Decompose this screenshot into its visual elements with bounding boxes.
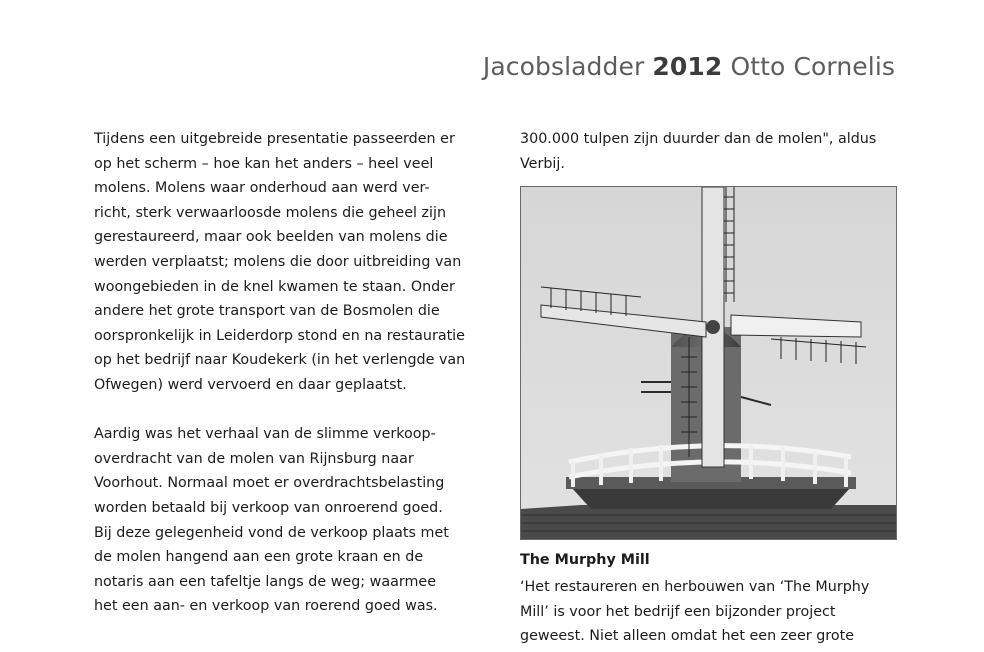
caption-title: The Murphy Mill [520,552,650,568]
text-line: Ofwegen) werd vervoerd en daar geplaatst. [94,376,407,393]
text-line: ‘Het restaureren en herbouwen van ‘The Murphy [520,579,870,595]
text-line: Bij deze gelegenheid vond de verkoop plaats met [94,524,449,541]
text-line: op het bedrijf naar Koudekerk (in het verlengde van [94,352,466,369]
text-line: molens. Molens waar onderhoud aan werd ver- [94,180,430,197]
gallery-base [571,487,851,509]
paragraph-gap [94,398,494,423]
caption-body [520,575,869,649]
windmill-photo [520,186,897,540]
text-line: werden verplaatst; molens die door uitbreiding van [94,253,462,270]
header-year: 2012 [652,52,723,81]
text-line: 300.000 tulpen zijn duurder dan de molen", aldus [520,131,877,147]
left-column [94,127,494,619]
text-line: Tijdens een uitgebreide presentatie passeerden er [94,131,455,147]
right-column-top [520,127,900,176]
header-title: Jacobsladder [482,52,645,81]
text-line: Aardig was het verhaal van de slimme verkoop- [94,426,436,443]
text-line: notaris aan een tafeltje langs de weg; waarmee [94,573,436,590]
text-line: woongebieden in de knel kwamen te staan. Onder [94,278,455,295]
text-line: overdracht van de molen van Rijnsburg naar [94,450,414,467]
text-line: Mill’ is voor het bedrijf een bijzonder project [520,603,836,620]
text-line: geweest. Niet alleen omdat het een zeer grote [520,628,854,645]
text-line: de molen hangend aan een grote kraan en de [94,549,424,566]
text-line: het een aan- en verkoop van roerend goed was. [94,598,438,615]
text-line: op het scherm – hoe kan het anders – heel veel [94,155,434,172]
page-header [483,52,895,81]
text-line: andere het grote transport van de Bosmolen die [94,303,440,320]
text-line: Voorhout. Normaal moet er overdrachtsbelasting [94,475,445,492]
text-line: worden betaald bij verkoop van onroerend goed. [94,499,443,516]
windmill-illustration [521,187,897,540]
text-line: oorspronkelijk in Leiderdorp stond en na restauratie [94,327,465,344]
header-author: Otto Cornelis [730,52,895,81]
text-line: Verbij. [520,155,565,172]
text-line: richt, sterk verwaarloosde molens die geheel zijn [94,204,447,221]
text-line: gerestaureerd, maar ook beelden van molens die [94,229,448,246]
